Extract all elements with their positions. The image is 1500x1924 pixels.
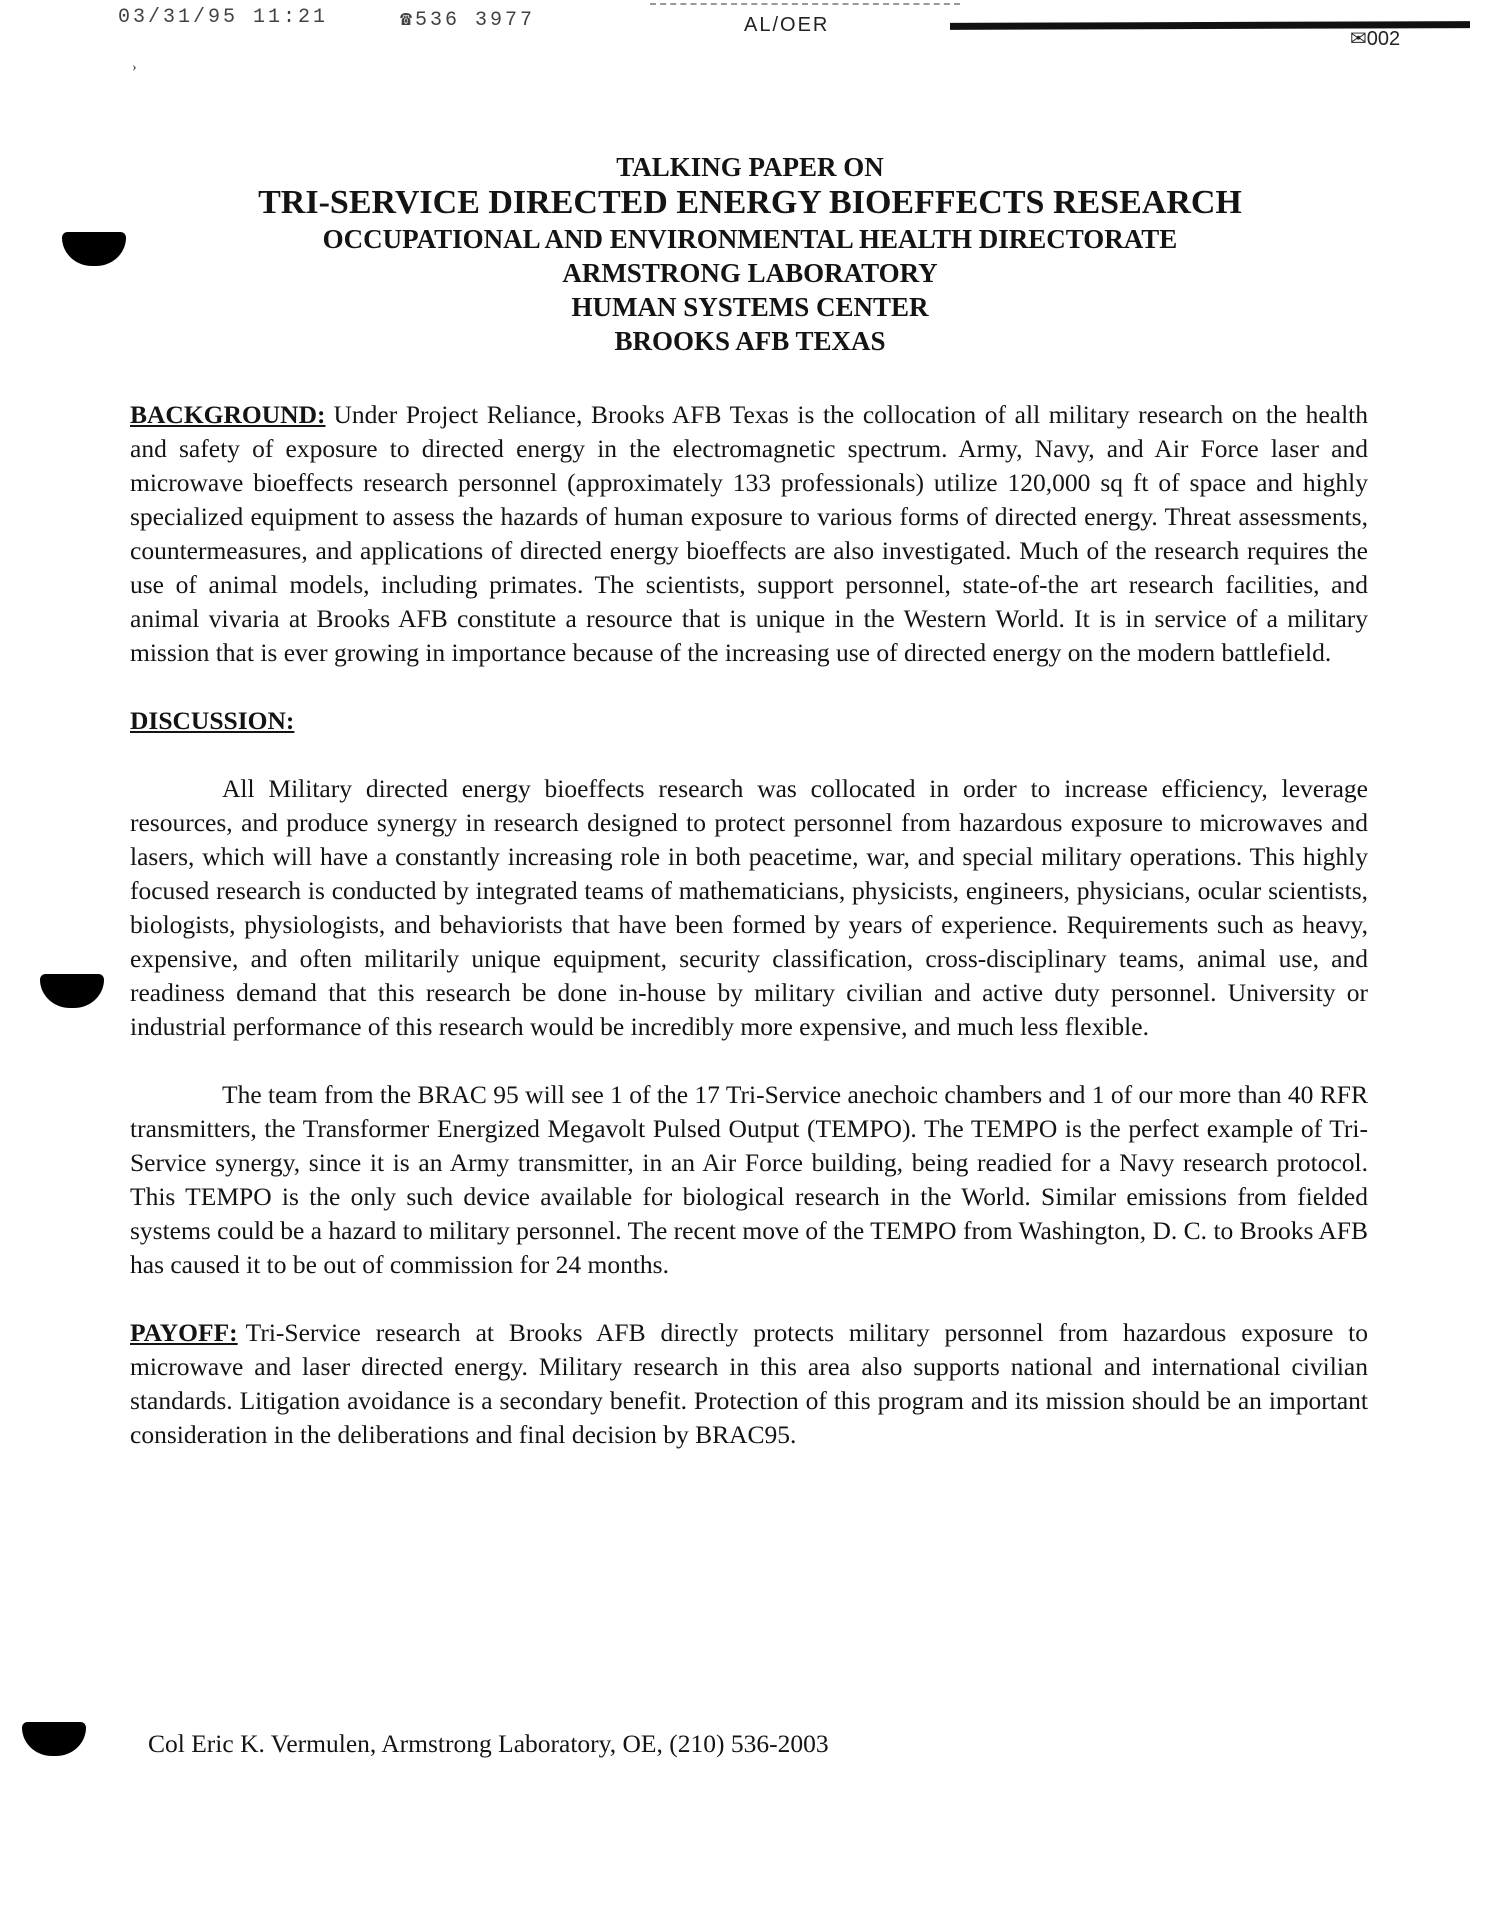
- document-title: [0, 150, 1500, 358]
- background-label: BACKGROUND:: [130, 400, 326, 429]
- fax-page-number: ✉002: [1350, 28, 1401, 50]
- fax-header: [0, 0, 1500, 80]
- discussion-paragraph-1: All Military directed energy bioeffects research was collocated in order to increase efficiency, leverage resources, and produce synergy in research designed to protect personnel from hazardous exposure to microwaves and lasers, which will have a constantly increasing role in both peacetime, war, and special military operations. This highly focused research is conducted by integrated teams of mathematicians, physicists, engineers, physicians, ocular scientists, biologists, physiologists, and behaviorists that have been formed by years of experience. Requirements such as heavy, expensive, and often militarily unique equipment, security classification, cross-disciplinary teams, animal use, and readiness demand that this research be done in-house by military civilian and active duty personnel. University or industrial performance of this research would be incredibly more expensive, and much less flexible.: [130, 774, 1368, 1041]
- title-line-laboratory: ARMSTRONG LABORATORY: [562, 258, 938, 288]
- title-line-center: HUMAN SYSTEMS CENTER: [571, 292, 929, 322]
- document-body: [130, 398, 1368, 1452]
- background-section: [130, 398, 1368, 670]
- contact-line: Col Eric K. Vermulen, Armstrong Laboratory, OE, (210) 536-2003: [148, 1729, 829, 1758]
- fax-phone-number: ☎536 3977: [400, 9, 536, 32]
- payoff-label: PAYOFF:: [130, 1318, 238, 1347]
- title-line-location: BROOKS AFB TEXAS: [614, 326, 886, 356]
- title-line-subject: TRI-SERVICE DIRECTED ENERGY BIOEFFECTS RESEARCH: [258, 184, 1242, 221]
- fax-datetime: 03/31/95 11:21: [118, 6, 329, 29]
- title-line-directorate: OCCUPATIONAL AND ENVIRONMENTAL HEALTH DIRECTORATE: [322, 224, 1178, 254]
- discussion-heading: DISCUSSION:: [130, 706, 295, 735]
- fax-header-dashed-rule: [650, 3, 960, 7]
- title-line-talking-paper: TALKING PAPER ON: [616, 152, 884, 182]
- discussion-paragraph-2: The team from the BRAC 95 will see 1 of the 17 Tri-Service anechoic chambers and 1 of our more than 40 RFR transmitters, the Transformer Energized Megavolt Pulsed Output (TEMPO). The TEMPO is the perfect example of Tri-Service synergy, since it is an Army transmitter, in an Air Force building, being readied for a Navy research protocol. This TEMPO is the only such device available for biological research in the World. Similar emissions from fielded systems could be a hazard to military personnel. The recent move of the TEMPO from Washington, D. C. to Brooks AFB has caused it to be out of commission for 24 months.: [130, 1080, 1368, 1279]
- fax-sender-id: AL/OER: [744, 14, 830, 36]
- payoff-text: Tri-Service research at Brooks AFB directly protects military personnel from hazardous exposure to microwave and laser directed energy. Military research in this area also supports national and international civilian standards. Litigation avoidance is a secondary benefit. Protection of this program and its mission should be an important consideration in the deliberations and final decision by BRAC95.: [130, 1318, 1368, 1449]
- fax-mark: ›: [132, 60, 137, 75]
- punch-hole-middle: [40, 974, 104, 1008]
- payoff-section: [130, 1316, 1368, 1452]
- background-text: Under Project Reliance, Brooks AFB Texas is the collocation of all military research on the health and safety of exposure to directed energy in the electromagnetic spectrum. Army, Navy, and Air Force laser and microwave bioeffects research personnel (approximately 133 professionals) utilize 120,000 sq ft of space and highly specialized equipment to assess the hazards of human exposure to various forms of directed energy. Threat assessments, countermeasures, and applications of directed energy bioeffects are also investigated. Much of the research requires the use of animal models, including primates. The scientists, support personnel, state-of-the art research facilities, and animal vivaria at Brooks AFB constitute a resource that is unique in the Western World. It is in service of a military mission that is ever growing in importance because of the increasing use of directed energy on the modern battlefield.: [130, 400, 1368, 667]
- punch-hole-bottom: [22, 1722, 86, 1756]
